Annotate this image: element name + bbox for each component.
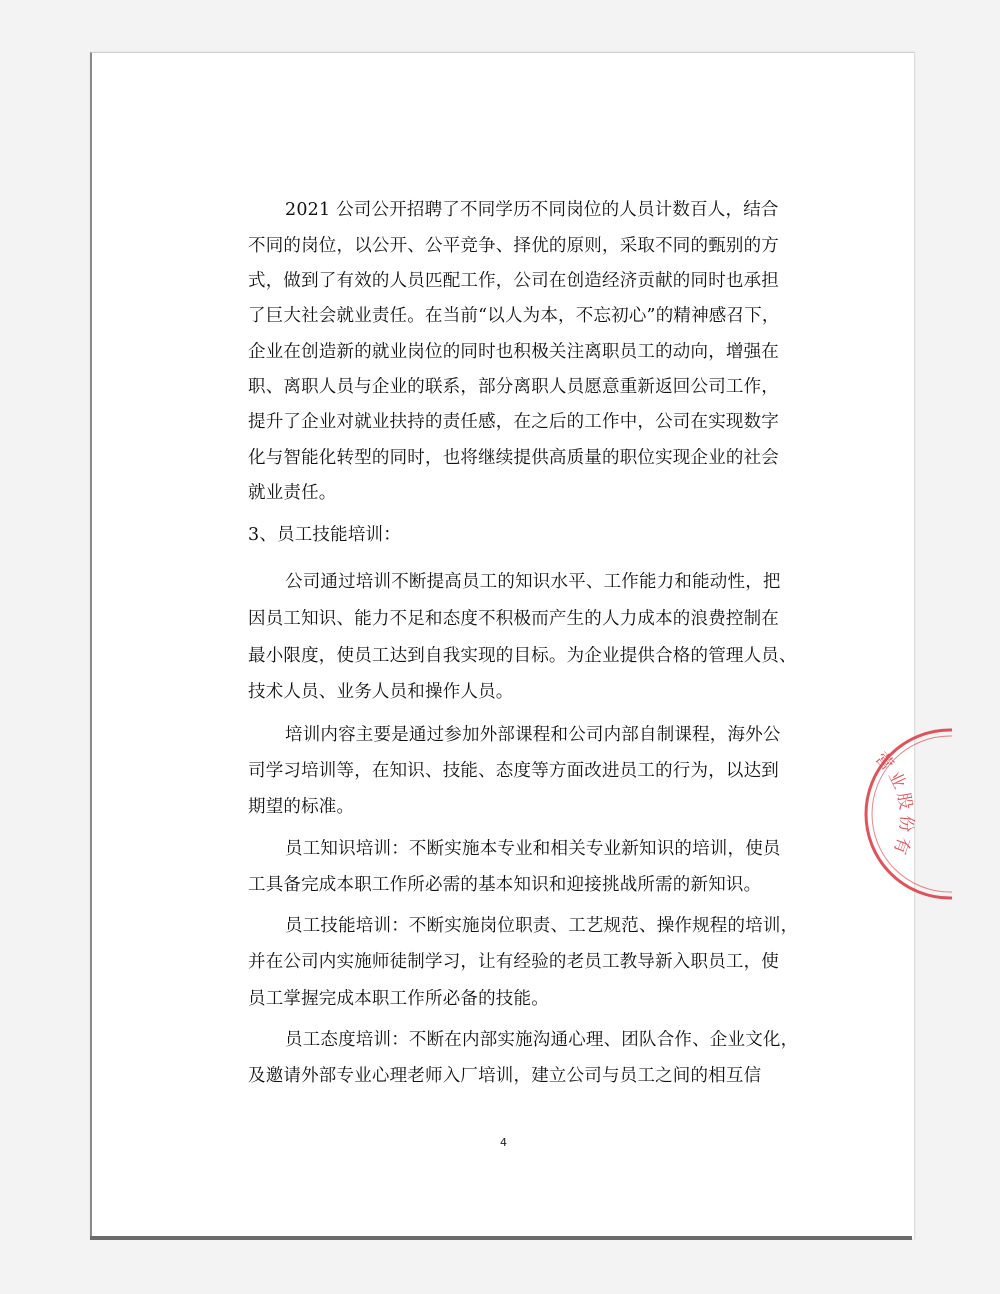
text-line: 员工技能培训：不断实施岗位职责、工艺规范、操作规程的培训， xyxy=(285,916,799,936)
text-line: 最小限度，使员工达到自我实现的目标。为企业提供合格的管理人员、 xyxy=(248,646,797,666)
text-line: 提升了企业对就业扶持的责任感，在之后的工作中，公司在实现数字 xyxy=(248,412,779,432)
text-line: 因员工知识、能力不足和态度不积极而产生的人力成本的浪费控制在 xyxy=(248,609,779,629)
svg-text:营业股份有: 营业股份有 xyxy=(870,748,917,861)
text-line: 工具备完成本职工作所必需的基本知识和迎接挑战所需的新知识。 xyxy=(248,875,762,895)
page-bottom-edge xyxy=(90,1236,912,1240)
text-line: 不同的岗位，以公开、公平竞争、择优的原则，采取不同的甄别的方 xyxy=(248,236,779,256)
text-line: 就业责任。 xyxy=(248,483,337,503)
text-line: 员工知识培训：不断实施本专业和相关专业新知识的培训，使员 xyxy=(285,839,781,859)
company-seal-stamp xyxy=(832,710,952,910)
page-number: 4 xyxy=(500,1136,507,1149)
text-line: 式，做到了有效的人员匹配工作，公司在创造经济贡献的同时也承担 xyxy=(248,271,779,291)
text-line: 培训内容主要是通过参加外部课程和公司内部自制课程，海外公 xyxy=(285,725,781,745)
text-line: 技术人员、业务人员和操作人员。 xyxy=(248,682,514,702)
text-line: 期望的标准。 xyxy=(248,797,355,817)
text-line: 2021 公司公开招聘了不同学历不同岗位的人员计数百人，结合 xyxy=(285,200,779,220)
section-heading: 3、员工技能培训： xyxy=(248,525,401,545)
text-line: 并在公司内实施师徒制学习，让有经验的老员工教导新入职员工，使 xyxy=(248,952,779,972)
text-line: 司学习培训等，在知识、技能、态度等方面改进员工的行为，以达到 xyxy=(248,761,779,781)
text-line: 化与智能化转型的同时，也将继续提供高质量的职位实现企业的社会 xyxy=(248,448,779,468)
text-line: 企业在创造新的就业岗位的同时也积极关注离职员工的动向，增强在 xyxy=(248,342,779,362)
text-line: 职、离职人员与企业的联系，部分离职人员愿意重新返回公司工作， xyxy=(248,377,779,397)
text-line: 公司通过培训不断提高员工的知识水平、工作能力和能动性，把 xyxy=(285,572,781,592)
text-line: 了巨大社会就业责任。在当前“以人为本，不忘初心”的精神感召下， xyxy=(248,306,780,326)
text-line: 员工掌握完成本职工作所必备的技能。 xyxy=(248,989,549,1009)
text-line: 员工态度培训：不断在内部实施沟通心理、团队合作、企业文化， xyxy=(285,1030,799,1050)
text-line: 及邀请外部专业心理老师入厂培训，建立公司与员工之间的相互信 xyxy=(248,1066,762,1086)
